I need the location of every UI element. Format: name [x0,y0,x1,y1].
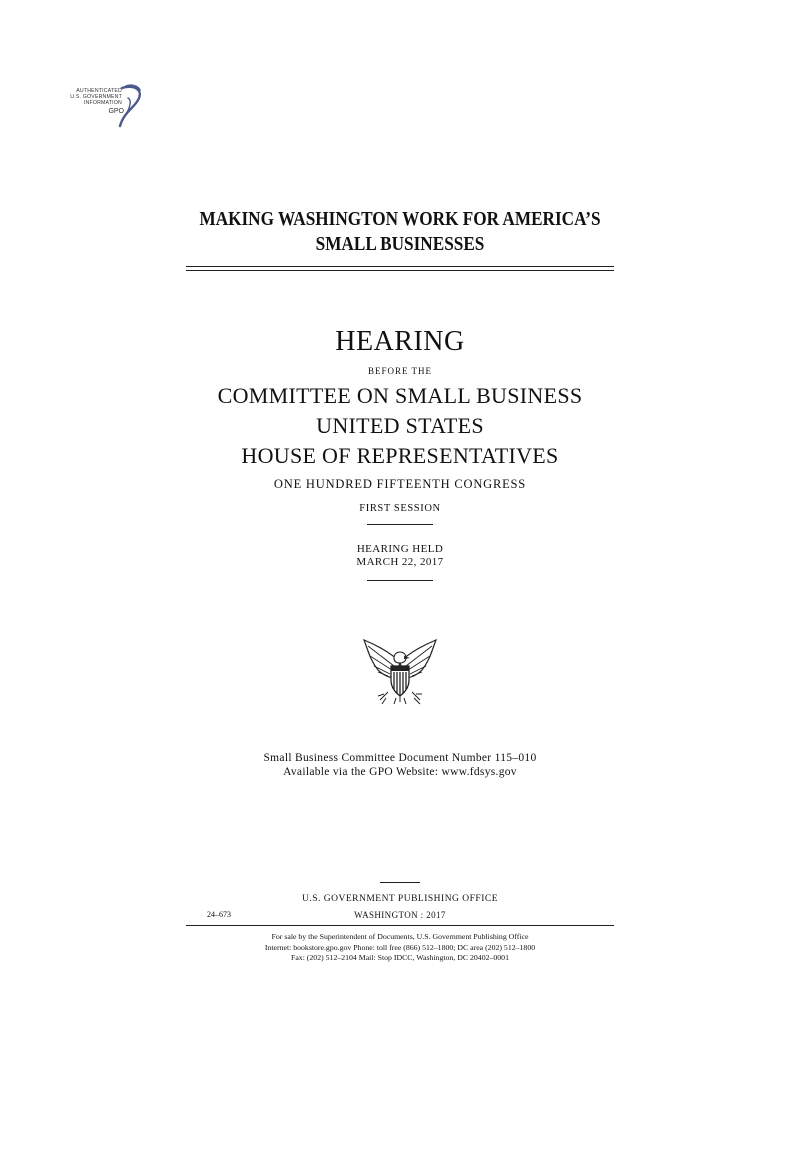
sale-info-line: For sale by the Superintendent of Documents, U.S. Government Publishing Office [271,932,529,941]
before-the-label: BEFORE THE [367,366,433,376]
gpo-authentication-logo [52,82,152,134]
logo-gpo-mark: GPO [108,108,124,115]
title-rule-bottom [186,270,614,271]
publication-city-year: WASHINGTON : 2017 [354,910,446,920]
eagle-seal-icon [360,636,440,708]
title-line-2: SMALL BUSINESSES [315,233,485,255]
hearing-date: MARCH 22, 2017 [356,556,444,568]
committee-document-number: Small Business Committee Document Number 115–010 [263,752,537,764]
gpo-website-line: Available via the GPO Website: www.fdsys.gov [283,766,517,778]
eagle-swoosh-icon [116,82,146,130]
committee-line: COMMITTEE ON SMALL BUSINESS [217,383,583,408]
publishing-office: U.S. GOVERNMENT PUBLISHING OFFICE [301,894,499,904]
logo-text-line: INFORMATION [83,100,122,106]
logo-text-line: U.S. GOVERNMENT [70,94,122,100]
hearing-heading: HEARING [335,326,465,357]
title-line-1: MAKING WASHINGTON WORK FOR AMERICA’S [199,208,601,230]
section-rule [367,580,433,581]
sale-info-line: Fax: (202) 512–2104 Mail: Stop IDCC, Washington, DC 20402–0001 [291,953,509,962]
footer-rule [186,925,614,926]
document-title [56,207,744,257]
footer-short-rule [380,882,420,883]
sale-info-line: Internet: bookstore.gpo.gov Phone: toll free (866) 512–1800; DC area (202) 512–1800 [264,942,536,952]
congress-label: ONE HUNDRED FIFTEENTH CONGRESS [273,477,527,491]
logo-text-line: AUTHENTICATED [76,88,122,94]
committee-line: UNITED STATES [316,413,484,438]
jacket-number: 24–673 [207,910,231,919]
hearing-held-label: HEARING HELD [356,543,444,555]
session-label: FIRST SESSION [359,503,441,514]
committee-line: HOUSE OF REPRESENTATIVES [241,443,559,468]
section-rule [367,524,433,525]
title-rule-top [186,266,614,267]
